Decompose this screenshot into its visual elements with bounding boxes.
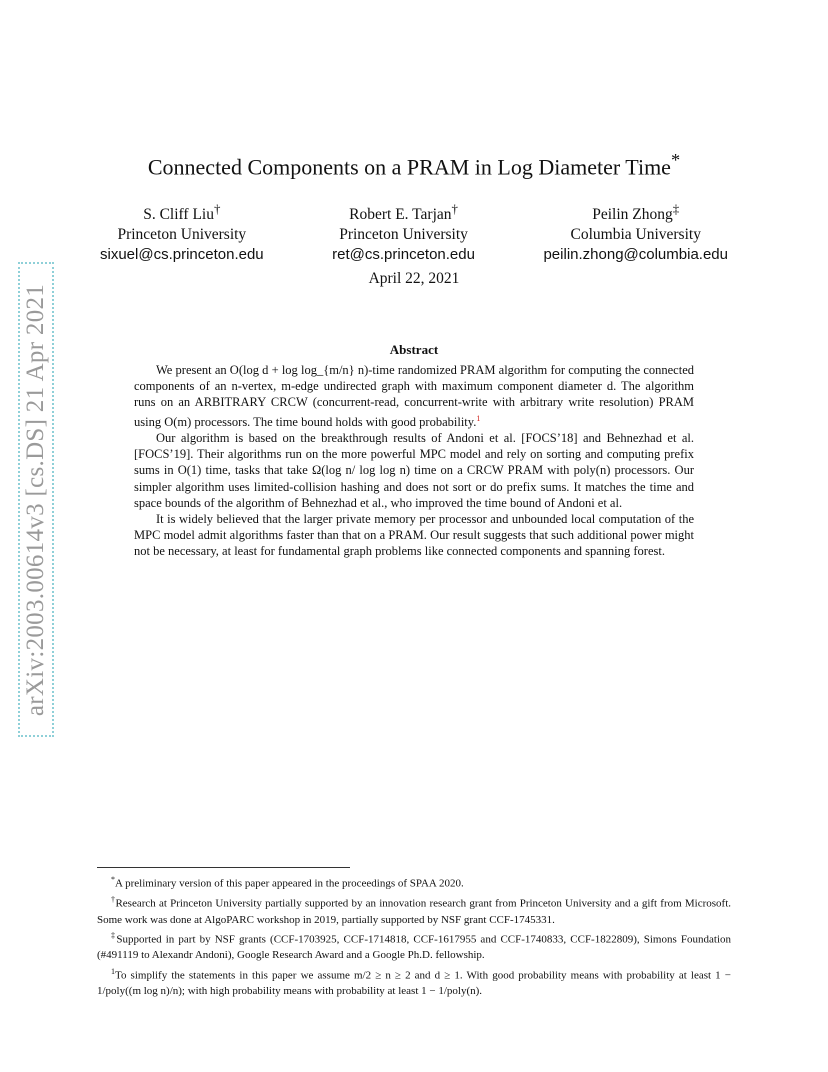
- author-affiliation: Princeton University: [339, 226, 468, 244]
- author-3: [543, 199, 728, 265]
- title-footnote-mark: *: [670, 150, 681, 170]
- author-name: Robert E. Tarjan: [349, 206, 452, 224]
- paper-date: April 22, 2021: [368, 270, 460, 287]
- abstract-paragraph-2: Our algorithm is based on the breakthrough results of Andoni et al. [FOCS’18] and Behnezhad et al. [FOCS’19]. Their algorithms run on the more powerful MPC model and rely on sorting and computing prefix sums in O(1) time, tasks that take Ω(log n/ log log n) time on a CRCW PRAM with poly(n) processors. Our simpler algorithm uses limited-collision hashing and does not sort or do prefix sums. It matches the time and space bounds of the algorithm of Behnezhad et al., who improved the time bound of Andoni et al.: [134, 430, 694, 510]
- author-mark: †: [451, 201, 458, 216]
- footnote-link[interactable]: 1: [476, 413, 481, 423]
- abstract-paragraph-1: We present an O(log d + log log_{m/n} n)-time randomized PRAM algorithm for computing the connected components of an n-vertex, m-edge undirected graph with maximum component diameter d. The algorithm runs on an ARBITRARY CRCW (concurrent-read, concurrent-write with arbitrary write resolution) PRAM using O(m) processors. The time bound holds with good probability.$^1$: [134, 363, 694, 429]
- author-name: S. Cliff Liu: [143, 206, 214, 224]
- author-email[interactable]: sixuel@cs.princeton.edu: [100, 246, 264, 264]
- arxiv-identifier: arXiv:2003.00614v3 [cs.DS] 21 Apr 2021: [22, 283, 49, 717]
- footnote: ‡Supported in part by NSF grants (CCF-1703925, CCF-1714818, CCF-1617955 and CCF-1740833, CCF-1822809), Simons Foundation (#491119 to Alexandr Andoni), Google Research Award and a Google Ph.D. fellowship.: [97, 931, 731, 962]
- footnotes: [97, 872, 731, 1000]
- footnote: *A preliminary version of this paper appeared in the proceedings of SPAA 2020.: [111, 875, 464, 890]
- title-text: Connected Components on a PRAM in Log Diameter Time: [147, 154, 671, 180]
- footnote-rule: [97, 867, 350, 868]
- footnote: $^1$To simplify the statements in this paper we assume m/2 ≥ n ≥ 2 and d ≥ 1. With good probability means with probability at least 1 − 1/poly((m log n)/n); with high probability means with probability at least 1 − 1/poly(n).: [97, 966, 731, 998]
- author-name: Peilin Zhong: [592, 206, 673, 224]
- abstract-paragraph-3: It is widely believed that the larger private memory per processor and unbounded local computation of the MPC model admit algorithms faster than that on a PRAM. Our result suggests that such additional power might not be necessary, at least for fundamental graph problems like connected components and spanning forest.: [134, 511, 694, 559]
- author-email[interactable]: ret@cs.princeton.edu: [332, 246, 475, 264]
- author-1: [100, 199, 264, 265]
- author-affiliation: Columbia University: [570, 226, 701, 244]
- abstract-heading: Abstract: [389, 342, 439, 357]
- author-block: [100, 199, 728, 265]
- author-2: [332, 199, 475, 265]
- paper-title: [0, 150, 828, 180]
- author-affiliation: Princeton University: [117, 226, 247, 244]
- author-mark: ‡: [672, 201, 680, 216]
- abstract-body: [134, 362, 694, 560]
- author-mark: †: [213, 201, 221, 216]
- footnote: †Research at Princeton University partially supported by an innovation research grant from Princeton University and a gift from Microsoft. Some work was done at AlgoPARC workshop in 2019, partially supported by NSF grant CCF-1745331.: [97, 895, 732, 926]
- author-email[interactable]: peilin.zhong@columbia.edu: [543, 246, 728, 264]
